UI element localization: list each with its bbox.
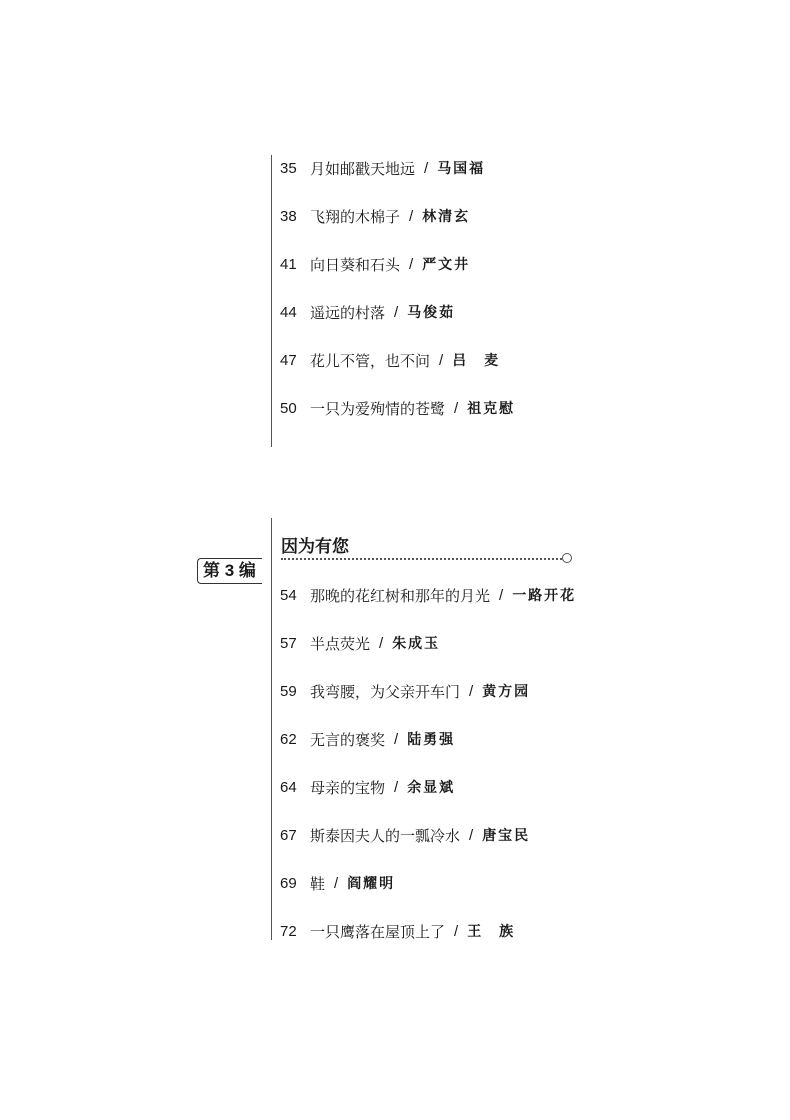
toc-list-section-1 <box>280 157 515 445</box>
entry-title: 向日葵和石头 <box>310 256 401 274</box>
separator-slash: / <box>454 923 459 940</box>
entry-author: 祖克慰 <box>467 401 516 417</box>
entry-author: 黄方园 <box>482 684 531 700</box>
page-number: 47 <box>280 352 297 369</box>
page-number: 44 <box>280 304 297 321</box>
divider-end-circle <box>562 553 572 563</box>
toc-entry[interactable] <box>280 157 515 205</box>
page-number: 50 <box>280 400 297 417</box>
entry-title: 一只鹰落在屋顶上了 <box>310 923 446 941</box>
entry-title: 鞋 <box>310 875 326 893</box>
entry-author: 朱成玉 <box>392 636 441 652</box>
separator-slash: / <box>469 827 474 844</box>
separator-slash: / <box>394 304 399 321</box>
separator-slash: / <box>394 731 399 748</box>
toc-entry[interactable] <box>280 301 515 349</box>
dotted-divider <box>281 558 565 560</box>
entry-author: 吕 麦 <box>452 353 501 369</box>
page-number: 64 <box>280 779 297 796</box>
entry-author: 余显斌 <box>407 780 456 796</box>
toc-entry[interactable] <box>280 776 576 824</box>
entry-author: 林清玄 <box>422 209 471 225</box>
entry-author: 马俊茹 <box>407 305 456 321</box>
page-number: 69 <box>280 875 297 892</box>
entry-title: 无言的褒奖 <box>310 731 386 749</box>
separator-slash: / <box>409 256 414 273</box>
page-number: 57 <box>280 635 297 652</box>
toc-entry[interactable] <box>280 728 576 776</box>
page-number: 54 <box>280 587 297 604</box>
entry-author: 陆勇强 <box>407 732 456 748</box>
entry-title: 半点荧光 <box>310 635 371 653</box>
toc-entry[interactable] <box>280 397 515 445</box>
toc-entry[interactable] <box>280 632 576 680</box>
page-number: 41 <box>280 256 297 273</box>
entry-author: 马国福 <box>437 161 486 177</box>
toc-entry[interactable] <box>280 872 576 920</box>
page-number: 38 <box>280 208 297 225</box>
section-2-rule <box>271 518 272 940</box>
separator-slash: / <box>409 208 414 225</box>
toc-entry[interactable] <box>280 584 576 632</box>
entry-author: 王 族 <box>467 924 516 940</box>
entry-author: 唐宝民 <box>482 828 531 844</box>
separator-slash: / <box>499 587 504 604</box>
page-number: 72 <box>280 923 297 940</box>
separator-slash: / <box>334 875 339 892</box>
section-1-rule <box>271 155 272 447</box>
entry-title: 我弯腰，为父亲开车门 <box>310 683 461 701</box>
page-number: 62 <box>280 731 297 748</box>
page-number: 59 <box>280 683 297 700</box>
separator-slash: / <box>469 683 474 700</box>
entry-title: 那晚的花红树和那年的月光 <box>310 587 491 605</box>
separator-slash: / <box>454 400 459 417</box>
toc-entry[interactable] <box>280 205 515 253</box>
entry-title: 遥远的村落 <box>310 304 386 322</box>
toc-entry[interactable] <box>280 824 576 872</box>
toc-entry[interactable] <box>280 680 576 728</box>
separator-slash: / <box>379 635 384 652</box>
separator-slash: / <box>394 779 399 796</box>
entry-title: 一只为爱殉情的苍鹭 <box>310 400 446 418</box>
entry-author: 阎耀明 <box>347 876 396 892</box>
entry-author: 严文井 <box>422 257 471 273</box>
toc-list-section-2 <box>280 584 576 968</box>
part-label: 第 3 编 <box>197 558 262 584</box>
entry-title: 斯泰因夫人的一瓢冷水 <box>310 827 461 845</box>
entry-title: 月如邮戳天地远 <box>310 160 416 178</box>
part-title: 因为有您 <box>281 537 349 557</box>
page-number: 35 <box>280 160 297 177</box>
page-number: 67 <box>280 827 297 844</box>
separator-slash: / <box>424 160 429 177</box>
separator-slash: / <box>439 352 444 369</box>
toc-entry[interactable] <box>280 253 515 301</box>
toc-entry[interactable] <box>280 920 576 968</box>
entry-title: 花儿不管，也不问 <box>310 352 431 370</box>
entry-title: 母亲的宝物 <box>310 779 386 797</box>
entry-title: 飞翔的木棉子 <box>310 208 401 226</box>
toc-entry[interactable] <box>280 349 515 397</box>
entry-author: 一路开花 <box>512 588 577 604</box>
